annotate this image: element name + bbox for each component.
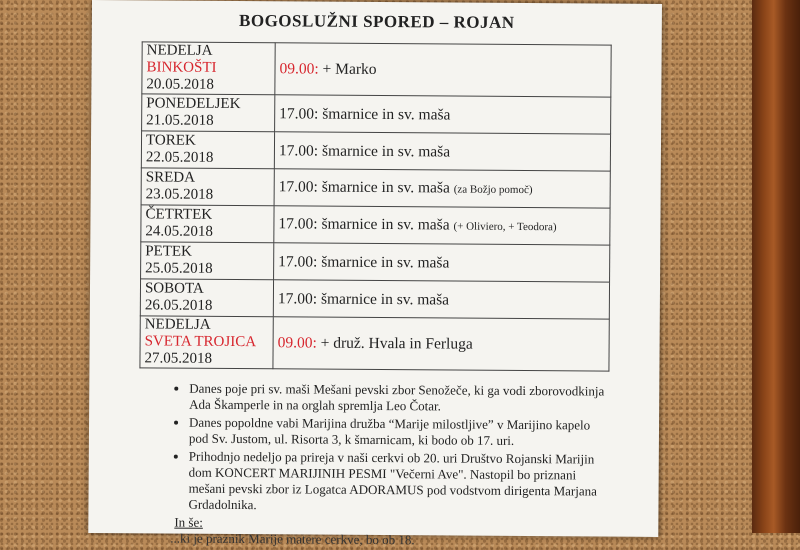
date: 22.05.2018 (145, 149, 214, 166)
service-text: + druž. Hvala in Ferluga (316, 334, 473, 353)
date: 24.05.2018 (145, 223, 213, 240)
date: 25.05.2018 (145, 260, 213, 277)
service-intention: (za Božjo pomoč) (453, 183, 533, 196)
date: 20.05.2018 (146, 76, 214, 93)
feast-name: BINKOŠTI (146, 59, 217, 76)
service-cell (273, 317, 609, 371)
day-name: PONEDELJEK (146, 95, 241, 113)
service-cell (275, 43, 611, 97)
service-text: + Marko (318, 60, 377, 78)
in-se-heading: In še: (174, 514, 203, 530)
date: 23.05.2018 (145, 186, 214, 203)
service-time: 09.00: (277, 334, 317, 352)
schedule-table (139, 41, 611, 371)
schedule-row (141, 168, 610, 208)
day-name: NEDELJA (144, 316, 211, 333)
day-cell (142, 42, 275, 95)
day-name: PETEK (145, 243, 192, 260)
announcement-item: • Danes popoldne vabi Marijina družba “Marije milostljive” v Marijino kapelo pod Sv. Justom, ul. Risorta 3, k šmarnicam, ki bodo ob 17. uri. (189, 415, 611, 450)
service-text: 17.00: šmarnice in sv. maša (278, 141, 451, 161)
notice-paper (88, 0, 662, 548)
schedule-row (141, 242, 610, 282)
announcements (170, 381, 611, 550)
date: 27.05.2018 (144, 350, 213, 367)
day-name: SREDA (145, 169, 196, 186)
day-cell (141, 168, 274, 206)
service-cell (274, 206, 610, 245)
day-cell (140, 279, 273, 317)
day-name: SOBOTA (144, 280, 204, 297)
announcement-list (170, 381, 611, 516)
service-text: 17.00: šmarnice in sv. maša (277, 289, 450, 309)
day-cell (141, 242, 274, 280)
date: 26.05.2018 (144, 297, 213, 314)
wooden-door-frame (752, 0, 800, 533)
day-name: ČETRTEK (145, 206, 213, 223)
service-cell (273, 280, 609, 319)
schedule-row (142, 42, 611, 97)
schedule-row (140, 279, 609, 319)
day-cell (142, 94, 275, 132)
service-cell (275, 95, 611, 134)
schedule-row (141, 131, 610, 171)
day-name: TOREK (145, 132, 196, 149)
service-text: 17.00: šmarnice in sv. maša (278, 177, 450, 197)
service-intention: (+ Oliviero, + Teodora) (453, 220, 557, 233)
service-cell (274, 132, 610, 171)
schedule-row (140, 316, 609, 371)
service-text: 17.00: šmarnice in sv. maša (278, 252, 450, 272)
service-text: 17.00: šmarnice in sv. maša (278, 214, 450, 234)
service-time: 09.00: (279, 60, 319, 78)
feast-name: SVETA TROJICA (144, 333, 257, 351)
day-name: NEDELJA (146, 42, 213, 59)
notice-title: BOGOSLUŽNI SPORED – ROJAN (238, 11, 515, 32)
announcement-item: • Danes poje pri sv. maši Mešani pevski zbor Senožeče, ki ga vodi zborovodkinja Ada Škamperle in na orglah spremlja Leo Čotar. (189, 381, 611, 416)
day-cell (140, 316, 273, 369)
cut-off-line: ...ki je praznik Marije matere cerkve, bo ob 18. (170, 530, 415, 548)
day-cell (141, 205, 274, 243)
schedule-row (142, 94, 611, 134)
service-cell (274, 169, 610, 208)
day-cell (141, 131, 274, 169)
service-cell (274, 243, 610, 282)
service-text: 17.00: šmarnice in sv. maša (279, 104, 451, 124)
date: 21.05.2018 (146, 112, 214, 129)
schedule-row (141, 205, 610, 245)
announcement-item: • Prihodnjo nedeljo pa prireja v naši cerkvi ob 20. uri Društvo Rojanski Marijin dom KONCERT MARIJINIH PESMI "Večerni Ave". Nastopil bo priznani mešani pevski zbor iz Logatca ADORAMUS pod vodstvom dirigenta Marjana Grdadolnika. (188, 449, 610, 516)
